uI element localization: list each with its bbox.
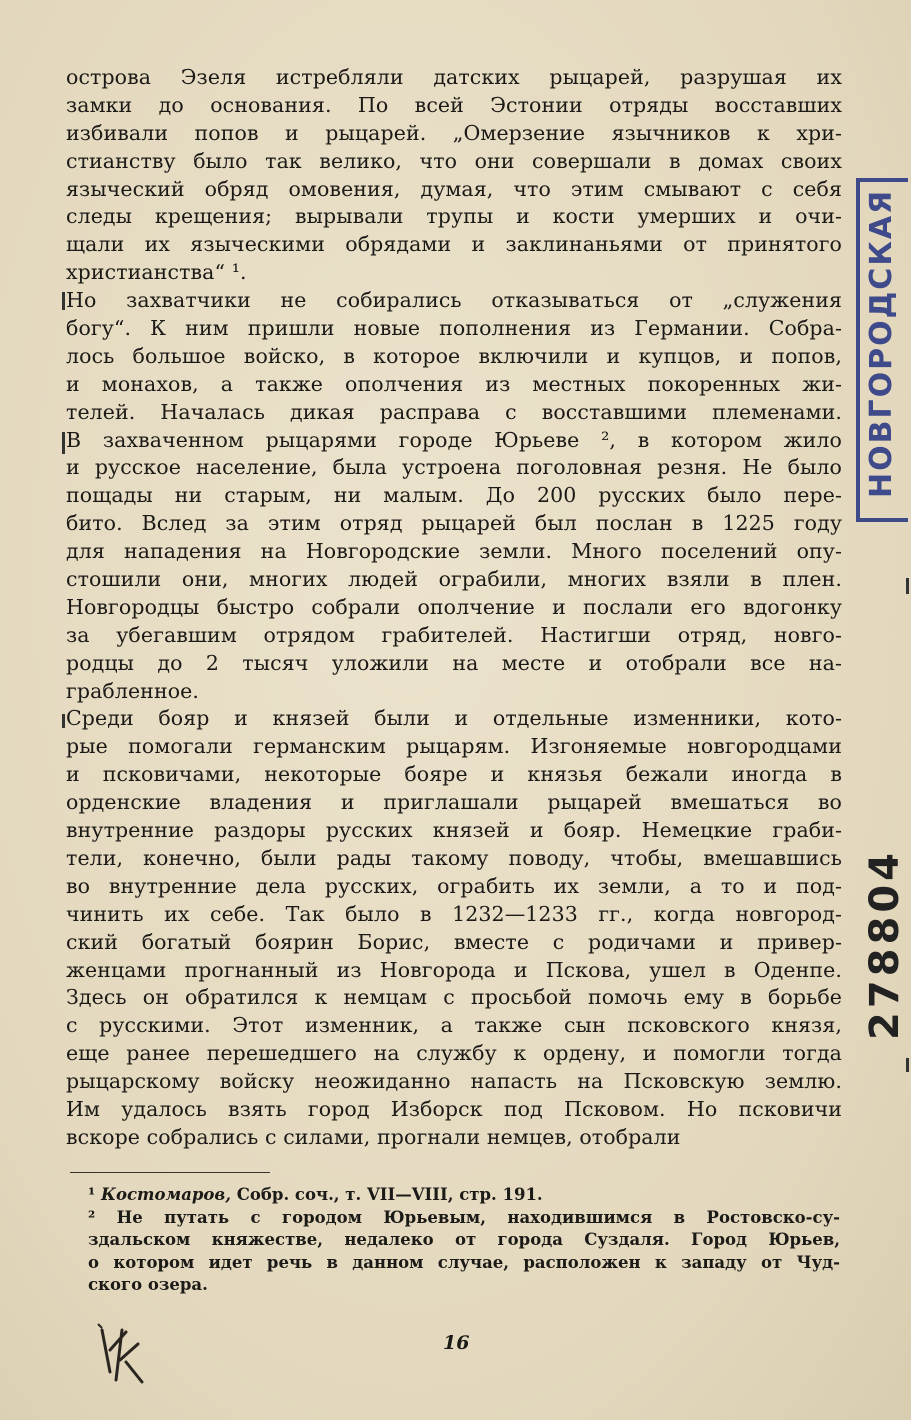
text-line: тели, конечно, были рады такому поводу, чтобы, вмешавшись	[66, 845, 842, 870]
text-line: родцы до 2 тысяч уложили на месте и отобрали все на-	[66, 650, 842, 675]
text-line: языческий обряд омовения, думая, что этим смывают с себя	[66, 176, 842, 201]
body-text	[66, 64, 842, 1152]
margin-mark	[62, 432, 65, 454]
text-line: еще ранее перешедшего на службу к ордену, и помогли тогда	[66, 1041, 842, 1066]
text-line: избивали попов и рыцарей. „Омерзение язычников к хри-	[66, 120, 842, 145]
footnote-2-line-2: здальском княжестве, недалеко от города Суздаля. Город Юрьев,	[88, 1230, 840, 1249]
footnote-2-line-1: ² Не путать с городом Юрьевым, находившимся в Ростовско-су-	[88, 1207, 840, 1227]
margin-mark	[906, 1058, 909, 1072]
text-line: замки до основания. По всей Эстонии отряды восставших	[66, 92, 842, 117]
handwritten-signature-icon	[92, 1310, 172, 1390]
footnote-1	[88, 1184, 840, 1207]
margin-mark	[62, 292, 65, 310]
margin-mark	[906, 578, 909, 594]
text-line: щали их языческими обрядами и заклинаньями от принятого	[66, 232, 842, 257]
text-line: лось большое войско, в которое включили и купцов, и попов,	[66, 343, 842, 368]
text-line: грабленное.	[66, 678, 199, 703]
text-line: стошили они, многих людей ограбили, многих взяли в плен.	[66, 567, 842, 592]
footnote-1-author: Костомаров,	[100, 1185, 232, 1204]
text-line: вскоре собрались с силами, прогнали немцев, отобрали	[66, 1124, 681, 1149]
text-line: за убегавшим отрядом грабителей. Настигши отряд, новго-	[66, 622, 842, 647]
text-line: рые помогали германским рыцарям. Изгоняемые новгородцами	[66, 734, 842, 759]
inventory-number: 278804	[862, 849, 908, 1040]
footnote-1-text: Собр. соч., т. VII—VIII, стр. 191.	[236, 1185, 543, 1204]
text-line: и русское население, была устроена поголовная резня. Не было	[66, 455, 842, 480]
text-line: Но захватчики не собирались отказываться от „служения	[66, 288, 842, 313]
footnotes	[88, 1184, 840, 1297]
library-stamp-text: НОВГОРОДСКАЯ	[864, 188, 899, 498]
text-line: Им удалось взять город Изборск под Псковом. Но псковичи	[66, 1096, 842, 1121]
text-line: и монахов, а также ополчения из местных покоренных жи-	[66, 371, 842, 396]
page-number: 16	[443, 1332, 470, 1354]
footnote-2-line-3: о котором идет речь в данном случае, расположен к западу от Чуд-	[88, 1252, 840, 1272]
text-line: Здесь он обратился к немцам с просьбой помочь ему в борьбе	[66, 985, 842, 1010]
text-line: Новгородцы быстро собрали ополчение и послали его вдогонку	[66, 594, 842, 619]
text-line: острова Эзеля истребляли датских рыцарей, разрушая их	[66, 65, 842, 89]
text-line: во внутренние дела русских, ограбить их земли, а то и под-	[66, 873, 842, 898]
text-line: для нападения на Новгородские земли. Много поселений опу-	[66, 539, 842, 564]
text-line: богу“. К ним пришли новые пополнения из Германии. Собра-	[66, 316, 842, 341]
margin-mark	[62, 714, 65, 728]
footnote-separator	[70, 1172, 270, 1173]
text-line: рыцарскому войску неожиданно напасть на Псковскую землю.	[66, 1069, 842, 1094]
text-line: В захваченном рыцарями городе Юрьеве ², в котором жило	[66, 427, 842, 452]
text-line: с русскими. Этот изменник, а также сын псковского князя,	[66, 1013, 842, 1038]
footnote-2-line-4: ского озера.	[88, 1275, 208, 1294]
text-line: пощады ни старым, ни малым. До 200 русских было пере-	[66, 483, 842, 508]
text-line: телей. Началась дикая расправа с восставшими племенами.	[66, 399, 842, 424]
text-line: орденские владения и приглашали рыцарей вмешаться во	[66, 790, 842, 815]
text-line: и псковичами, некоторые бояре и князья бежали иногда в	[66, 762, 842, 787]
text-line: Среди бояр и князей были и отдельные изменники, кото-	[66, 706, 842, 731]
footnote-1-marker: ¹	[88, 1185, 96, 1204]
text-line: бито. Вслед за этим отряд рыцарей был послан в 1225 году	[66, 511, 842, 536]
text-line: внутренние раздоры русских князей и бояр. Немецкие граби-	[66, 818, 842, 843]
text-line: женцами прогнанный из Новгорода и Пскова, ушел в Оденпе.	[66, 957, 842, 982]
text-line: христианства“ ¹.	[66, 260, 247, 285]
text-line: чинить их себе. Так было в 1232—1233 гг., когда новгород-	[66, 901, 842, 926]
text-line: следы крещения; вырывали трупы и кости умерших и очи-	[66, 204, 842, 229]
text-line: ский богатый боярин Борис, вместе с родичами и привер-	[66, 929, 842, 954]
text-line: стианству было так велико, что они совершали в домах своих	[66, 148, 842, 173]
